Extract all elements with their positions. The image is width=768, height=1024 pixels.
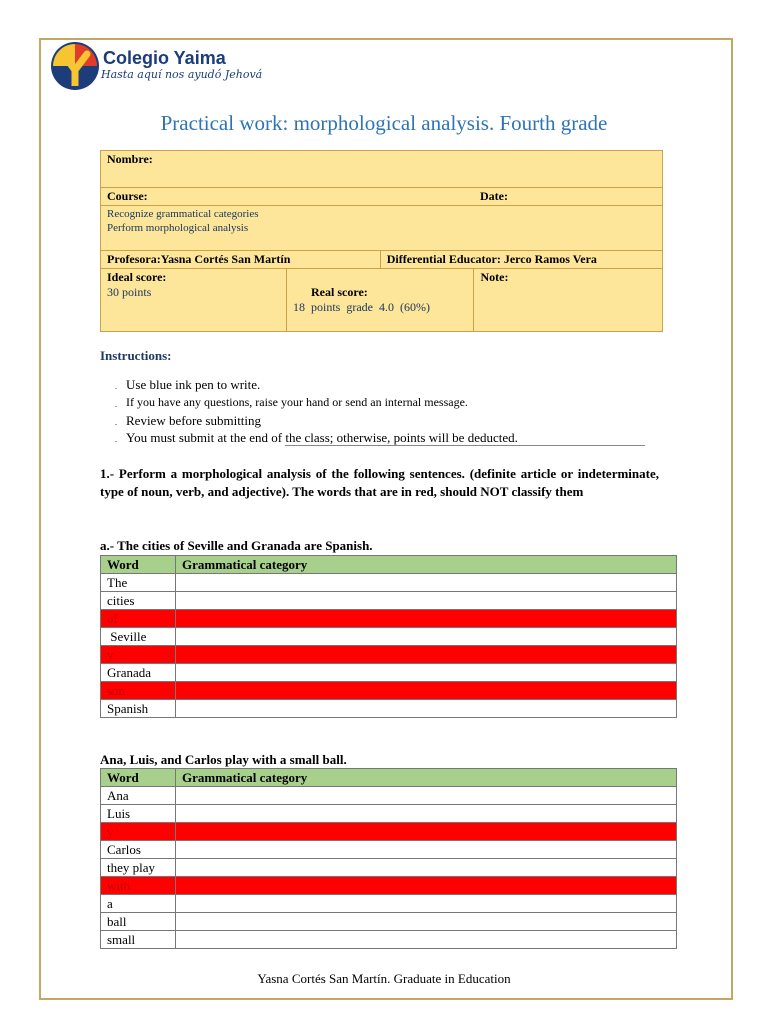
date-label: Date: [480, 189, 508, 203]
brand-motto: Hasta aquí nos ayudó Jehová [101, 68, 263, 81]
brand-name: Colegio Yaima [103, 48, 226, 68]
category-cell[interactable] [176, 664, 677, 682]
course-label: Course: [107, 189, 148, 203]
table-row-excluded [101, 646, 677, 664]
word-cell: son [101, 682, 176, 700]
category-cell[interactable] [176, 805, 677, 823]
category-cell[interactable] [176, 859, 677, 877]
question-1: 1.- Perform a morphological analysis of the following sentences. (definite article or indeterminate, type of noun, verb, and adjective). The words that are in red, should NOT classify them [100, 466, 659, 499]
table-row [101, 700, 677, 718]
ideal-score-value: 30 points [107, 285, 152, 299]
table-row [101, 895, 677, 913]
instruction-text: Use blue ink pen to write. [126, 377, 261, 392]
category-header: Grammatical category [176, 769, 677, 787]
table-row [101, 913, 677, 931]
category-cell [176, 682, 677, 700]
word-cell: Luis [101, 805, 176, 823]
profesora: Profesora:Yasna Cortés San Martín [107, 252, 291, 266]
category-cell[interactable] [176, 700, 677, 718]
word-cell: they play [101, 859, 176, 877]
category-cell[interactable] [176, 787, 677, 805]
word-cell: cities [101, 592, 176, 610]
category-cell[interactable] [176, 841, 677, 859]
word-cell: Spanish [101, 700, 176, 718]
category-cell[interactable] [176, 931, 677, 949]
word-cell: The [101, 574, 176, 592]
sentence-a-table [100, 555, 677, 718]
table-row-excluded [101, 610, 677, 628]
category-cell [176, 646, 677, 664]
category-cell[interactable] [176, 628, 677, 646]
sentence-b-table [100, 768, 677, 949]
sentence-b-title: Ana, Luis, and Carlos play with a small ball. [100, 752, 347, 767]
table-row [101, 664, 677, 682]
table-row [101, 628, 677, 646]
word-cell: a [101, 895, 176, 913]
real-score-label: Real score: [311, 285, 368, 299]
category-cell [176, 610, 677, 628]
word-cell: of [101, 610, 176, 628]
table-row [101, 574, 677, 592]
word-cell: Ana [101, 787, 176, 805]
table-header-row [101, 769, 677, 787]
word-cell: Granada [101, 664, 176, 682]
category-cell [176, 877, 677, 895]
school-logo-icon [49, 40, 101, 92]
word-cell: ball [101, 913, 176, 931]
objective-2: Perform morphological analysis [107, 222, 249, 234]
instructions-heading: Instructions: [100, 348, 172, 363]
word-header: Word [101, 769, 176, 787]
instruction-item: . You must submit at the end of the class; otherwise, points will be deducted. [115, 430, 518, 445]
student-info-table [100, 150, 663, 332]
instruction-text: Review before submitting [126, 413, 262, 428]
instruction-item: . Review before submitting [115, 413, 262, 428]
underline-divider [285, 445, 645, 446]
word-cell: Seville [101, 628, 176, 646]
instruction-item: . Use blue ink pen to write. [115, 377, 261, 392]
page-title: Practical work: morphological analysis. Fourth grade [160, 111, 608, 135]
table-row [101, 805, 677, 823]
nombre-label: Nombre: [107, 152, 153, 166]
table-row [101, 859, 677, 877]
word-cell: y [101, 823, 176, 841]
category-header: Grammatical category [176, 556, 677, 574]
word-cell: y [101, 646, 176, 664]
table-row [101, 787, 677, 805]
instruction-item: . If you have any questions, raise your hand or send an internal message. [115, 395, 468, 409]
objective-1: Recognize grammatical categories [107, 208, 259, 220]
table-row [101, 841, 677, 859]
real-score-value: 18 points grade 4.0 (60%) [293, 300, 430, 314]
category-cell[interactable] [176, 895, 677, 913]
word-header: Word [101, 556, 176, 574]
instruction-text: You must submit at the end of the class; otherwise, points will be deducted. [126, 430, 518, 445]
table-row-excluded [101, 877, 677, 895]
word-cell: with [101, 877, 176, 895]
sentence-a-title: a.- The cities of Seville and Granada are Spanish. [100, 538, 373, 553]
category-cell[interactable] [176, 592, 677, 610]
footer-credit: Yasna Cortés San Martín. Graduate in Education [257, 971, 511, 986]
category-cell[interactable] [176, 913, 677, 931]
word-cell: small [101, 931, 176, 949]
note-label: Note: [480, 270, 509, 284]
category-cell[interactable] [176, 574, 677, 592]
table-row-excluded [101, 682, 677, 700]
instruction-text: If you have any questions, raise your hand or send an internal message. [126, 395, 468, 409]
table-row-excluded [101, 823, 677, 841]
educator: Differential Educator: Jerco Ramos Vera [386, 252, 597, 266]
category-cell [176, 823, 677, 841]
table-header-row [101, 556, 677, 574]
word-cell: Carlos [101, 841, 176, 859]
ideal-score-label: Ideal score: [107, 270, 167, 284]
table-row [101, 931, 677, 949]
table-row [101, 592, 677, 610]
